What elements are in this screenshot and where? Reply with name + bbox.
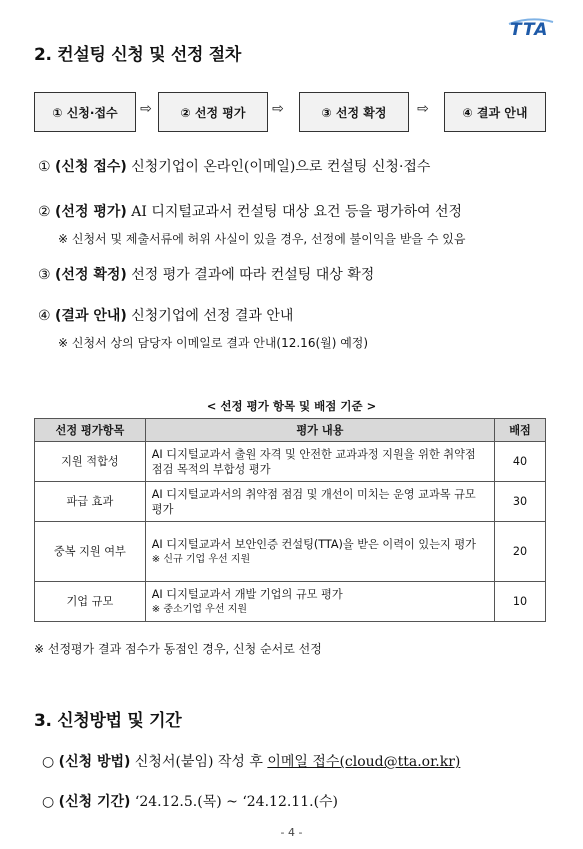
row-score: 40 <box>495 442 546 482</box>
header-score: 배점 <box>495 419 546 442</box>
row-content: AI 디지털교과서의 취약점 점검 및 개선이 미치는 운영 교과목 규모 평가 <box>145 482 494 522</box>
row-content: AI 디지털교과서 개발 기업의 규모 평가 <box>151 587 343 601</box>
item-number: ③ <box>38 267 51 283</box>
item-result <box>38 305 293 325</box>
row-content: AI 디지털교과서 출원 자격 및 안전한 교과과정 지원을 위한 취약점 점검 목적의 부합성 평가 <box>145 442 494 482</box>
step-result: ④ 결과 안내 <box>444 92 546 132</box>
item-confirm <box>38 264 374 284</box>
row-content-cell <box>145 582 494 622</box>
item-label: (결과 안내) <box>55 308 127 324</box>
row-item: 기업 규모 <box>35 582 146 622</box>
table-header-row <box>35 419 546 442</box>
arrow-icon: ⇨ <box>272 101 284 117</box>
row-item: 지원 적합성 <box>35 442 146 482</box>
apply-period <box>42 791 338 811</box>
logo-text: TTA <box>510 20 549 40</box>
table-row <box>35 582 546 622</box>
apply-label: (신청 기간) <box>58 794 131 810</box>
section-3-title: 3. 신청방법 및 기간 <box>34 711 182 731</box>
row-subnote: ※ 신규 기업 우선 지원 <box>151 553 251 565</box>
item-label: (신청 접수) <box>55 159 127 175</box>
header-item: 선정 평가항목 <box>35 419 146 442</box>
item-text: 신청기업에 선정 결과 안내 <box>126 308 294 324</box>
arrow-icon: ⇨ <box>140 101 152 117</box>
step-confirm: ③ 선정 확정 <box>299 92 409 132</box>
row-content: AI 디지털교과서 보안인증 컨설팅(TTA)을 받은 이력이 있는지 평가 <box>151 537 476 551</box>
tie-break-note: ※ 선정평가 결과 점수가 동점인 경우, 신청 순서로 선정 <box>34 642 322 656</box>
evaluation-table <box>34 418 546 622</box>
table-title: < 선정 평가 항목 및 배점 기준 > <box>206 399 377 413</box>
item-number: ① <box>38 159 51 175</box>
process-steps <box>34 92 546 132</box>
step-evaluate: ② 선정 평가 <box>158 92 268 132</box>
tta-logo <box>505 18 557 40</box>
note-result: ※ 신청서 상의 담당자 이메일로 결과 안내(12.16(월) 예정) <box>58 336 369 350</box>
bullet: ○ <box>42 794 55 810</box>
row-score: 20 <box>495 522 546 582</box>
apply-method <box>42 751 460 771</box>
row-item: 중복 지원 여부 <box>35 522 146 582</box>
bullet: ○ <box>42 754 55 770</box>
row-item: 파급 효과 <box>35 482 146 522</box>
header-content: 평가 내용 <box>145 419 494 442</box>
apply-label: (신청 방법) <box>58 754 131 770</box>
item-label: (선정 평가) <box>55 204 127 220</box>
item-number: ② <box>38 204 51 220</box>
section-2-title: 2. 컨설팅 신청 및 선정 절차 <box>34 45 241 65</box>
row-content-cell <box>145 522 494 582</box>
apply-email[interactable]: 이메일 접수(cloud@tta.or.kr) <box>267 754 461 770</box>
table-row <box>35 522 546 582</box>
arrow-icon: ⇨ <box>417 101 429 117</box>
step-apply: ① 신청·접수 <box>34 92 136 132</box>
item-label: (선정 확정) <box>55 267 127 283</box>
note-evaluate: ※ 신청서 및 제출서류에 허위 사실이 있을 경우, 선정에 불이익을 받을 수 있음 <box>58 232 466 246</box>
row-score: 30 <box>495 482 546 522</box>
row-score: 10 <box>495 582 546 622</box>
item-text: AI 디지털교과서 컨설팅 대상 요건 등을 평가하여 선정 <box>126 204 463 220</box>
item-text: 신청기업이 온라인(이메일)으로 컨설팅 신청·접수 <box>126 159 431 175</box>
item-number: ④ <box>38 308 51 324</box>
table-row <box>35 442 546 482</box>
apply-text: 신청서(붙임) 작성 후 <box>130 754 268 770</box>
table-row <box>35 482 546 522</box>
item-evaluate <box>38 201 462 221</box>
item-text: 선정 평가 결과에 따라 컨설팅 대상 확정 <box>126 267 375 283</box>
item-apply <box>38 156 430 176</box>
row-subnote: ※ 중소기업 우선 지원 <box>151 603 247 615</box>
apply-text: ‘24.12.5.(목) ~ ‘24.12.11.(수) <box>130 794 339 810</box>
page-number: - 4 - <box>280 826 303 839</box>
